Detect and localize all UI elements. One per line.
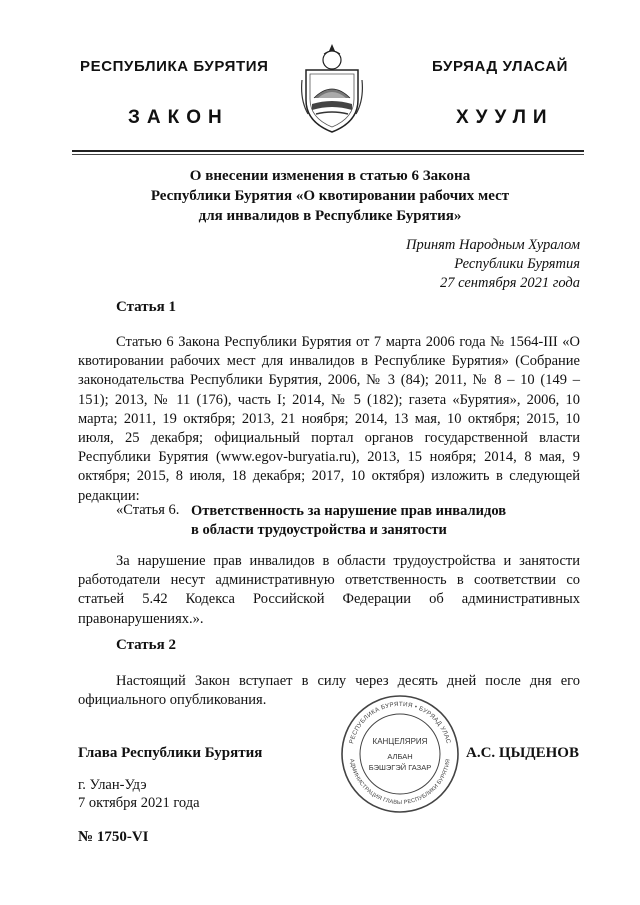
law-title (70, 166, 590, 226)
statute-title (191, 502, 591, 540)
header-republic-ru: РЕСПУБЛИКА БУРЯТИЯ (80, 58, 269, 75)
stamp-ring-top: РЕСПУБЛИКА БУРЯТИЯ • БУРЯАД УЛАС (348, 700, 452, 745)
official-seal-stamp (338, 692, 462, 816)
signatory-name: А.С. ЦЫДЕНОВ (466, 745, 579, 761)
header-rule (72, 150, 584, 152)
statute-title-line-2: в области трудоустройства и занятости (191, 522, 447, 538)
article-1-text: Статью 6 Закона Республики Бурятия от 7 марта 2006 года № 1564-III «О квотировании рабочих мест для инвалидов в Республике Бурятия» (Собрание законодательства Республики Бурятия, 2006, № 3 (84); 2011, № 8 – 10 (149 – 151); 2013, № 11 (176), часть I; 2014, № 5 (182); газета «Бурятия», 2006, 10 марта; 2011, 19 октября; 2013, 21 ноября; 2014, 13 мая, 10 октября; 2015, 10 июля, 25 декабря; официальный портал органов государственной власти Республики Бурятия (www.egov-buryatia.ru), 2013, 15 ноября; 2014, 8 мая, 9 октября; 2015, 8 июля, 18 декабря; 2017, 10 октября) изложить в следующей редакции: (78, 334, 580, 504)
statute-title-line-1: Ответственность за нарушение прав инвалидов (191, 503, 507, 519)
article-2-heading: Статья 2 (116, 637, 176, 653)
law-title-line-3: для инвалидов в Республике Бурятия» (198, 208, 462, 224)
adoption-line-1: Принят Народным Хуралом (405, 237, 580, 253)
article-1-heading: Статья 1 (116, 299, 176, 315)
adoption-line-3: 27 сентября 2021 года (439, 275, 580, 291)
place-of-signing: г. Улан-Удэ (78, 777, 147, 793)
adoption-line-2: Республики Бурятия (454, 256, 580, 272)
law-title-line-1: О внесении изменения в статью 6 Закона (189, 168, 471, 184)
statute-text: За нарушение прав инвалидов в области трудоустройства и занятости работодатели несут административную ответственность в соответствии со статьей 5.42 Кодекса Российской Федерации об административных правонарушениях.». (78, 553, 580, 627)
stamp-line-2: АЛБАН (387, 752, 413, 761)
statute-label: «Статья 6. (116, 502, 180, 518)
stamp-line-3: БЭШЭГЭЙ ГАЗАР (368, 763, 432, 772)
stamp-line-1: КАНЦЕЛЯРИЯ (372, 737, 428, 746)
article-2-text: Настоящий Закон вступает в силу через десять дней после дня его официального опубликования. (78, 673, 580, 709)
header-law-bua: ХУУЛИ (456, 107, 554, 128)
signatory-position: Глава Республики Бурятия (78, 745, 263, 761)
header-rule-thin (72, 154, 584, 155)
law-title-line-2: Республики Бурятия «О квотировании рабочих мест (150, 188, 510, 204)
coat-of-arms-emblem (300, 40, 364, 136)
law-number: № 1750-VI (78, 829, 149, 845)
date-of-signing: 7 октября 2021 года (78, 795, 200, 811)
stamp-ring-bottom: АДМИНИСТРАЦИЯ ГЛАВЫ РЕСПУБЛИКИ БУРЯТИЯ (348, 758, 452, 807)
header-law-ru: ЗАКОН (128, 107, 229, 128)
adoption-note (406, 236, 580, 293)
header-republic-bua: БУРЯАД УЛАСАЙ (432, 58, 569, 75)
